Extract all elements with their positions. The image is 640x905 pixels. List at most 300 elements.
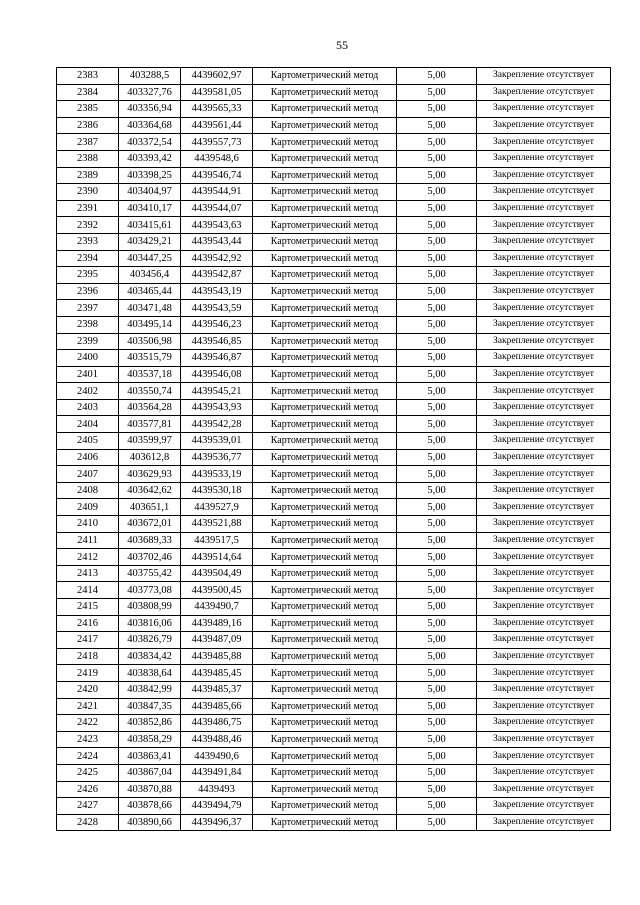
method-cell: Картометрический метод xyxy=(253,134,397,151)
point-number-cell: 2424 xyxy=(57,748,119,765)
y-coordinate-cell: 4439517,5 xyxy=(181,532,253,549)
point-number-cell: 2427 xyxy=(57,798,119,815)
table-row xyxy=(57,350,611,367)
table-row xyxy=(57,648,611,665)
y-coordinate-cell: 4439487,09 xyxy=(181,632,253,649)
table-row xyxy=(57,798,611,815)
method-cell: Картометрический метод xyxy=(253,814,397,831)
error-cell: 5,00 xyxy=(397,84,477,101)
table-row xyxy=(57,482,611,499)
table-row xyxy=(57,200,611,217)
x-coordinate-cell: 403826,79 xyxy=(119,632,181,649)
y-coordinate-cell: 4439561,44 xyxy=(181,117,253,134)
y-coordinate-cell: 4439542,28 xyxy=(181,416,253,433)
method-cell: Картометрический метод xyxy=(253,433,397,450)
fixation-cell: Закрепление отсутствует xyxy=(477,167,611,184)
table-row xyxy=(57,134,611,151)
point-number-cell: 2393 xyxy=(57,233,119,250)
y-coordinate-cell: 4439543,63 xyxy=(181,217,253,234)
error-cell: 5,00 xyxy=(397,814,477,831)
x-coordinate-cell: 403858,29 xyxy=(119,731,181,748)
fixation-cell: Закрепление отсутствует xyxy=(477,134,611,151)
table-row xyxy=(57,250,611,267)
point-number-cell: 2428 xyxy=(57,814,119,831)
table-row xyxy=(57,267,611,284)
table-row xyxy=(57,68,611,85)
point-number-cell: 2407 xyxy=(57,466,119,483)
y-coordinate-cell: 4439488,46 xyxy=(181,731,253,748)
y-coordinate-cell: 4439486,75 xyxy=(181,715,253,732)
x-coordinate-cell: 403890,66 xyxy=(119,814,181,831)
x-coordinate-cell: 403327,76 xyxy=(119,84,181,101)
table-row xyxy=(57,416,611,433)
error-cell: 5,00 xyxy=(397,233,477,250)
fixation-cell: Закрепление отсутствует xyxy=(477,250,611,267)
error-cell: 5,00 xyxy=(397,399,477,416)
table-row xyxy=(57,333,611,350)
method-cell: Картометрический метод xyxy=(253,233,397,250)
method-cell: Картометрический метод xyxy=(253,698,397,715)
x-coordinate-cell: 403870,88 xyxy=(119,781,181,798)
table-row xyxy=(57,233,611,250)
x-coordinate-cell: 403816,06 xyxy=(119,615,181,632)
fixation-cell: Закрепление отсутствует xyxy=(477,316,611,333)
method-cell: Картометрический метод xyxy=(253,416,397,433)
table-row xyxy=(57,814,611,831)
fixation-cell: Закрепление отсутствует xyxy=(477,267,611,284)
method-cell: Картометрический метод xyxy=(253,615,397,632)
method-cell: Картометрический метод xyxy=(253,748,397,765)
error-cell: 5,00 xyxy=(397,250,477,267)
point-number-cell: 2421 xyxy=(57,698,119,715)
error-cell: 5,00 xyxy=(397,68,477,85)
fixation-cell: Закрепление отсутствует xyxy=(477,217,611,234)
fixation-cell: Закрепление отсутствует xyxy=(477,333,611,350)
fixation-cell: Закрепление отсутствует xyxy=(477,781,611,798)
table-row xyxy=(57,84,611,101)
fixation-cell: Закрепление отсутствует xyxy=(477,499,611,516)
table-row xyxy=(57,681,611,698)
table-row xyxy=(57,283,611,300)
method-cell: Картометрический метод xyxy=(253,549,397,566)
x-coordinate-cell: 403537,18 xyxy=(119,366,181,383)
x-coordinate-cell: 403863,41 xyxy=(119,748,181,765)
y-coordinate-cell: 4439527,9 xyxy=(181,499,253,516)
point-number-cell: 2406 xyxy=(57,449,119,466)
point-number-cell: 2395 xyxy=(57,267,119,284)
method-cell: Картометрический метод xyxy=(253,516,397,533)
x-coordinate-cell: 403456,4 xyxy=(119,267,181,284)
fixation-cell: Закрепление отсутствует xyxy=(477,731,611,748)
fixation-cell: Закрепление отсутствует xyxy=(477,68,611,85)
method-cell: Картометрический метод xyxy=(253,167,397,184)
error-cell: 5,00 xyxy=(397,150,477,167)
point-number-cell: 2396 xyxy=(57,283,119,300)
point-number-cell: 2401 xyxy=(57,366,119,383)
fixation-cell: Закрепление отсутствует xyxy=(477,599,611,616)
fixation-cell: Закрепление отсутствует xyxy=(477,798,611,815)
point-number-cell: 2400 xyxy=(57,350,119,367)
point-number-cell: 2404 xyxy=(57,416,119,433)
method-cell: Картометрический метод xyxy=(253,399,397,416)
point-number-cell: 2426 xyxy=(57,781,119,798)
fixation-cell: Закрепление отсутствует xyxy=(477,466,611,483)
error-cell: 5,00 xyxy=(397,499,477,516)
x-coordinate-cell: 403847,35 xyxy=(119,698,181,715)
point-number-cell: 2423 xyxy=(57,731,119,748)
table-row xyxy=(57,665,611,682)
point-number-cell: 2397 xyxy=(57,300,119,317)
y-coordinate-cell: 4439536,77 xyxy=(181,449,253,466)
fixation-cell: Закрепление отсутствует xyxy=(477,582,611,599)
method-cell: Картометрический метод xyxy=(253,798,397,815)
fixation-cell: Закрепление отсутствует xyxy=(477,482,611,499)
point-number-cell: 2417 xyxy=(57,632,119,649)
method-cell: Картометрический метод xyxy=(253,665,397,682)
y-coordinate-cell: 4439544,91 xyxy=(181,184,253,201)
x-coordinate-cell: 403564,28 xyxy=(119,399,181,416)
table-row xyxy=(57,433,611,450)
table-row xyxy=(57,184,611,201)
fixation-cell: Закрепление отсутствует xyxy=(477,681,611,698)
point-number-cell: 2408 xyxy=(57,482,119,499)
page-number: 55 xyxy=(336,38,348,52)
x-coordinate-cell: 403415,61 xyxy=(119,217,181,234)
x-coordinate-cell: 403612,8 xyxy=(119,449,181,466)
method-cell: Картометрический метод xyxy=(253,333,397,350)
table-row xyxy=(57,399,611,416)
table-row xyxy=(57,300,611,317)
x-coordinate-cell: 403672,01 xyxy=(119,516,181,533)
fixation-cell: Закрепление отсутствует xyxy=(477,399,611,416)
x-coordinate-cell: 403429,21 xyxy=(119,233,181,250)
fixation-cell: Закрепление отсутствует xyxy=(477,565,611,582)
point-number-cell: 2405 xyxy=(57,433,119,450)
point-number-cell: 2413 xyxy=(57,565,119,582)
table-row xyxy=(57,715,611,732)
table-row xyxy=(57,764,611,781)
y-coordinate-cell: 4439490,6 xyxy=(181,748,253,765)
error-cell: 5,00 xyxy=(397,632,477,649)
error-cell: 5,00 xyxy=(397,532,477,549)
x-coordinate-cell: 403288,5 xyxy=(119,68,181,85)
error-cell: 5,00 xyxy=(397,134,477,151)
method-cell: Картометрический метод xyxy=(253,466,397,483)
table-row xyxy=(57,150,611,167)
error-cell: 5,00 xyxy=(397,466,477,483)
fixation-cell: Закрепление отсутствует xyxy=(477,383,611,400)
x-coordinate-cell: 403447,25 xyxy=(119,250,181,267)
y-coordinate-cell: 4439539,01 xyxy=(181,433,253,450)
method-cell: Картометрический метод xyxy=(253,217,397,234)
error-cell: 5,00 xyxy=(397,383,477,400)
y-coordinate-cell: 4439546,85 xyxy=(181,333,253,350)
point-number-cell: 2383 xyxy=(57,68,119,85)
point-number-cell: 2385 xyxy=(57,101,119,118)
error-cell: 5,00 xyxy=(397,350,477,367)
error-cell: 5,00 xyxy=(397,267,477,284)
method-cell: Картометрический метод xyxy=(253,599,397,616)
y-coordinate-cell: 4439504,49 xyxy=(181,565,253,582)
fixation-cell: Закрепление отсутствует xyxy=(477,84,611,101)
method-cell: Картометрический метод xyxy=(253,648,397,665)
table-row xyxy=(57,466,611,483)
method-cell: Картометрический метод xyxy=(253,68,397,85)
table-row xyxy=(57,516,611,533)
y-coordinate-cell: 4439542,92 xyxy=(181,250,253,267)
point-number-cell: 2386 xyxy=(57,117,119,134)
table-row xyxy=(57,316,611,333)
method-cell: Картометрический метод xyxy=(253,84,397,101)
fixation-cell: Закрепление отсутствует xyxy=(477,416,611,433)
error-cell: 5,00 xyxy=(397,615,477,632)
error-cell: 5,00 xyxy=(397,731,477,748)
point-number-cell: 2402 xyxy=(57,383,119,400)
y-coordinate-cell: 4439565,33 xyxy=(181,101,253,118)
y-coordinate-cell: 4439546,23 xyxy=(181,316,253,333)
y-coordinate-cell: 4439543,93 xyxy=(181,399,253,416)
point-number-cell: 2414 xyxy=(57,582,119,599)
method-cell: Картометрический метод xyxy=(253,316,397,333)
y-coordinate-cell: 4439546,74 xyxy=(181,167,253,184)
fixation-cell: Закрепление отсутствует xyxy=(477,764,611,781)
error-cell: 5,00 xyxy=(397,681,477,698)
table-row xyxy=(57,167,611,184)
x-coordinate-cell: 403550,74 xyxy=(119,383,181,400)
y-coordinate-cell: 4439546,87 xyxy=(181,350,253,367)
fixation-cell: Закрепление отсутствует xyxy=(477,814,611,831)
point-number-cell: 2410 xyxy=(57,516,119,533)
fixation-cell: Закрепление отсутствует xyxy=(477,665,611,682)
x-coordinate-cell: 403773,08 xyxy=(119,582,181,599)
fixation-cell: Закрепление отсутствует xyxy=(477,433,611,450)
method-cell: Картометрический метод xyxy=(253,300,397,317)
x-coordinate-cell: 403404,97 xyxy=(119,184,181,201)
y-coordinate-cell: 4439514,64 xyxy=(181,549,253,566)
method-cell: Картометрический метод xyxy=(253,267,397,284)
fixation-cell: Закрепление отсутствует xyxy=(477,184,611,201)
point-number-cell: 2394 xyxy=(57,250,119,267)
point-number-cell: 2418 xyxy=(57,648,119,665)
x-coordinate-cell: 403372,54 xyxy=(119,134,181,151)
y-coordinate-cell: 4439500,45 xyxy=(181,582,253,599)
fixation-cell: Закрепление отсутствует xyxy=(477,283,611,300)
x-coordinate-cell: 403808,99 xyxy=(119,599,181,616)
y-coordinate-cell: 4439581,05 xyxy=(181,84,253,101)
error-cell: 5,00 xyxy=(397,582,477,599)
point-number-cell: 2392 xyxy=(57,217,119,234)
y-coordinate-cell: 4439545,21 xyxy=(181,383,253,400)
fixation-cell: Закрепление отсутствует xyxy=(477,366,611,383)
error-cell: 5,00 xyxy=(397,217,477,234)
table-row xyxy=(57,698,611,715)
table-row xyxy=(57,615,611,632)
x-coordinate-cell: 403577,81 xyxy=(119,416,181,433)
point-number-cell: 2388 xyxy=(57,150,119,167)
x-coordinate-cell: 403651,1 xyxy=(119,499,181,516)
method-cell: Картометрический метод xyxy=(253,715,397,732)
point-number-cell: 2420 xyxy=(57,681,119,698)
fixation-cell: Закрепление отсутствует xyxy=(477,449,611,466)
point-number-cell: 2387 xyxy=(57,134,119,151)
coordinates-table xyxy=(56,67,611,831)
y-coordinate-cell: 4439557,73 xyxy=(181,134,253,151)
fixation-cell: Закрепление отсутствует xyxy=(477,350,611,367)
x-coordinate-cell: 403852,86 xyxy=(119,715,181,732)
table-row xyxy=(57,366,611,383)
point-number-cell: 2415 xyxy=(57,599,119,616)
fixation-cell: Закрепление отсутствует xyxy=(477,632,611,649)
table-row xyxy=(57,582,611,599)
table-row xyxy=(57,532,611,549)
y-coordinate-cell: 4439542,87 xyxy=(181,267,253,284)
point-number-cell: 2391 xyxy=(57,200,119,217)
error-cell: 5,00 xyxy=(397,167,477,184)
table-row xyxy=(57,499,611,516)
method-cell: Картометрический метод xyxy=(253,681,397,698)
table-row xyxy=(57,117,611,134)
error-cell: 5,00 xyxy=(397,433,477,450)
y-coordinate-cell: 4439485,45 xyxy=(181,665,253,682)
error-cell: 5,00 xyxy=(397,184,477,201)
method-cell: Картометрический метод xyxy=(253,250,397,267)
table-row xyxy=(57,449,611,466)
error-cell: 5,00 xyxy=(397,366,477,383)
table-row xyxy=(57,101,611,118)
y-coordinate-cell: 4439533,19 xyxy=(181,466,253,483)
y-coordinate-cell: 4439530,18 xyxy=(181,482,253,499)
error-cell: 5,00 xyxy=(397,200,477,217)
fixation-cell: Закрепление отсутствует xyxy=(477,200,611,217)
x-coordinate-cell: 403364,68 xyxy=(119,117,181,134)
x-coordinate-cell: 403398,25 xyxy=(119,167,181,184)
method-cell: Картометрический метод xyxy=(253,200,397,217)
method-cell: Картометрический метод xyxy=(253,350,397,367)
method-cell: Картометрический метод xyxy=(253,117,397,134)
point-number-cell: 2411 xyxy=(57,532,119,549)
y-coordinate-cell: 4439485,88 xyxy=(181,648,253,665)
error-cell: 5,00 xyxy=(397,283,477,300)
y-coordinate-cell: 4439493 xyxy=(181,781,253,798)
error-cell: 5,00 xyxy=(397,549,477,566)
point-number-cell: 2409 xyxy=(57,499,119,516)
method-cell: Картометрический метод xyxy=(253,781,397,798)
x-coordinate-cell: 403599,97 xyxy=(119,433,181,450)
method-cell: Картометрический метод xyxy=(253,565,397,582)
point-number-cell: 2419 xyxy=(57,665,119,682)
x-coordinate-cell: 403471,48 xyxy=(119,300,181,317)
point-number-cell: 2399 xyxy=(57,333,119,350)
error-cell: 5,00 xyxy=(397,748,477,765)
y-coordinate-cell: 4439521,88 xyxy=(181,516,253,533)
y-coordinate-cell: 4439494,79 xyxy=(181,798,253,815)
y-coordinate-cell: 4439543,44 xyxy=(181,233,253,250)
x-coordinate-cell: 403702,46 xyxy=(119,549,181,566)
table-row xyxy=(57,781,611,798)
y-coordinate-cell: 4439544,07 xyxy=(181,200,253,217)
error-cell: 5,00 xyxy=(397,333,477,350)
y-coordinate-cell: 4439485,66 xyxy=(181,698,253,715)
method-cell: Картометрический метод xyxy=(253,731,397,748)
point-number-cell: 2422 xyxy=(57,715,119,732)
fixation-cell: Закрепление отсутствует xyxy=(477,516,611,533)
table-row xyxy=(57,748,611,765)
method-cell: Картометрический метод xyxy=(253,184,397,201)
method-cell: Картометрический метод xyxy=(253,532,397,549)
fixation-cell: Закрепление отсутствует xyxy=(477,150,611,167)
table-row xyxy=(57,549,611,566)
point-number-cell: 2398 xyxy=(57,316,119,333)
fixation-cell: Закрепление отсутствует xyxy=(477,532,611,549)
point-number-cell: 2412 xyxy=(57,549,119,566)
table-row xyxy=(57,565,611,582)
point-number-cell: 2389 xyxy=(57,167,119,184)
point-number-cell: 2390 xyxy=(57,184,119,201)
y-coordinate-cell: 4439543,19 xyxy=(181,283,253,300)
method-cell: Картометрический метод xyxy=(253,499,397,516)
x-coordinate-cell: 403689,33 xyxy=(119,532,181,549)
y-coordinate-cell: 4439496,37 xyxy=(181,814,253,831)
x-coordinate-cell: 403867,04 xyxy=(119,764,181,781)
y-coordinate-cell: 4439546,08 xyxy=(181,366,253,383)
fixation-cell: Закрепление отсутствует xyxy=(477,698,611,715)
error-cell: 5,00 xyxy=(397,715,477,732)
fixation-cell: Закрепление отсутствует xyxy=(477,615,611,632)
method-cell: Картометрический метод xyxy=(253,764,397,781)
x-coordinate-cell: 403393,42 xyxy=(119,150,181,167)
x-coordinate-cell: 403878,66 xyxy=(119,798,181,815)
error-cell: 5,00 xyxy=(397,449,477,466)
x-coordinate-cell: 403356,94 xyxy=(119,101,181,118)
error-cell: 5,00 xyxy=(397,117,477,134)
x-coordinate-cell: 403410,17 xyxy=(119,200,181,217)
x-coordinate-cell: 403465,44 xyxy=(119,283,181,300)
fixation-cell: Закрепление отсутствует xyxy=(477,233,611,250)
error-cell: 5,00 xyxy=(397,565,477,582)
error-cell: 5,00 xyxy=(397,648,477,665)
table-row xyxy=(57,731,611,748)
table-row xyxy=(57,632,611,649)
method-cell: Картометрический метод xyxy=(253,366,397,383)
table-row xyxy=(57,217,611,234)
x-coordinate-cell: 403838,64 xyxy=(119,665,181,682)
error-cell: 5,00 xyxy=(397,781,477,798)
method-cell: Картометрический метод xyxy=(253,449,397,466)
fixation-cell: Закрепление отсутствует xyxy=(477,549,611,566)
method-cell: Картометрический метод xyxy=(253,632,397,649)
method-cell: Картометрический метод xyxy=(253,383,397,400)
y-coordinate-cell: 4439491,84 xyxy=(181,764,253,781)
point-number-cell: 2403 xyxy=(57,399,119,416)
point-number-cell: 2384 xyxy=(57,84,119,101)
x-coordinate-cell: 403506,98 xyxy=(119,333,181,350)
y-coordinate-cell: 4439489,16 xyxy=(181,615,253,632)
method-cell: Картометрический метод xyxy=(253,101,397,118)
error-cell: 5,00 xyxy=(397,101,477,118)
error-cell: 5,00 xyxy=(397,316,477,333)
method-cell: Картометрический метод xyxy=(253,150,397,167)
fixation-cell: Закрепление отсутствует xyxy=(477,715,611,732)
x-coordinate-cell: 403642,62 xyxy=(119,482,181,499)
point-number-cell: 2416 xyxy=(57,615,119,632)
fixation-cell: Закрепление отсутствует xyxy=(477,300,611,317)
x-coordinate-cell: 403515,79 xyxy=(119,350,181,367)
method-cell: Картометрический метод xyxy=(253,283,397,300)
error-cell: 5,00 xyxy=(397,300,477,317)
error-cell: 5,00 xyxy=(397,698,477,715)
fixation-cell: Закрепление отсутствует xyxy=(477,101,611,118)
fixation-cell: Закрепление отсутствует xyxy=(477,748,611,765)
